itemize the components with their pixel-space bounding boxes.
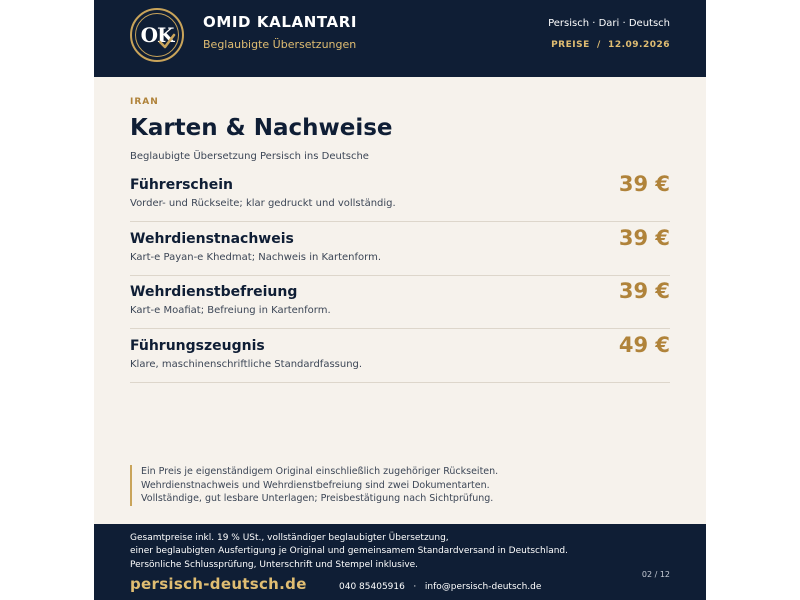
- footer-line: einer beglaubigten Ausfertigung je Original und gemeinsamem Standardversand in Deutschland.: [130, 546, 569, 557]
- page-title: Karten & Nachweise: [130, 115, 393, 141]
- footer-line: Persönliche Schlussprüfung, Unterschrift und Stempel inklusive.: [130, 559, 419, 570]
- item-description: Vorder- und Rückseite; klar gedruckt und vollständig.: [130, 198, 396, 209]
- price-sheet-page: [94, 0, 706, 600]
- item-description: Kart-e Moafiat; Befreiung in Kartenform.: [130, 305, 331, 316]
- note-line: Wehrdienstnachweis und Wehrdienstbefreiung sind zwei Dokumentarten.: [141, 479, 490, 491]
- page-subtitle: Beglaubigte Übersetzung Persisch ins Deutsche: [130, 151, 369, 162]
- item-price: 49 €: [618, 333, 670, 357]
- checkmark-icon: [130, 8, 184, 62]
- contact-info[interactable]: 040 85405916 · info@persisch-deutsch.de: [339, 582, 542, 592]
- footer-line: Gesamtpreise inkl. 19 % USt., vollständiger beglaubigter Übersetzung,: [130, 533, 449, 543]
- item-price: 39 €: [618, 279, 670, 303]
- ok-checkmark-seal-icon: [130, 8, 184, 62]
- brand-subtitle: Beglaubigte Übersetzungen: [203, 38, 357, 51]
- price-item: [130, 226, 670, 284]
- price-item: [130, 333, 670, 391]
- note-line: Ein Preis je eigenständigem Original einschließlich zugehöriger Rückseiten.: [141, 466, 499, 477]
- logo-text: OK: [140, 23, 174, 47]
- item-name: Führerschein: [130, 177, 233, 193]
- item-price: 39 €: [618, 226, 670, 250]
- brand-name: OMID KALANTARI: [203, 13, 358, 31]
- item-description: Klare, maschinenschriftliche Standardfassung.: [130, 359, 363, 370]
- price-item: [130, 172, 670, 230]
- divider: [130, 221, 670, 222]
- divider: [130, 328, 670, 329]
- item-name: Wehrdienstbefreiung: [130, 284, 298, 300]
- note-line: Vollständige, gut lesbare Unterlagen; Preisbestätigung nach Sichtprüfung.: [141, 493, 494, 505]
- price-date-label: PREISE / 12.09.2026: [551, 40, 670, 50]
- footer-terms: [130, 532, 568, 572]
- page-number: 02 / 12: [641, 570, 670, 579]
- country-label: IRAN: [130, 97, 159, 107]
- header: [94, 0, 706, 77]
- footer: [94, 524, 706, 600]
- item-price: 39 €: [618, 172, 670, 196]
- divider: [130, 382, 670, 383]
- price-item: [130, 279, 670, 337]
- pricing-note: [130, 465, 498, 506]
- website-link[interactable]: persisch-deutsch.de: [130, 575, 307, 593]
- divider: [130, 275, 670, 276]
- item-name: Führungszeugnis: [130, 338, 265, 354]
- item-name: Wehrdienstnachweis: [130, 231, 294, 247]
- languages: Persisch · Dari · Deutsch: [548, 18, 670, 29]
- item-description: Kart-e Payan-e Khedmat; Nachweis in Kartenform.: [130, 252, 382, 263]
